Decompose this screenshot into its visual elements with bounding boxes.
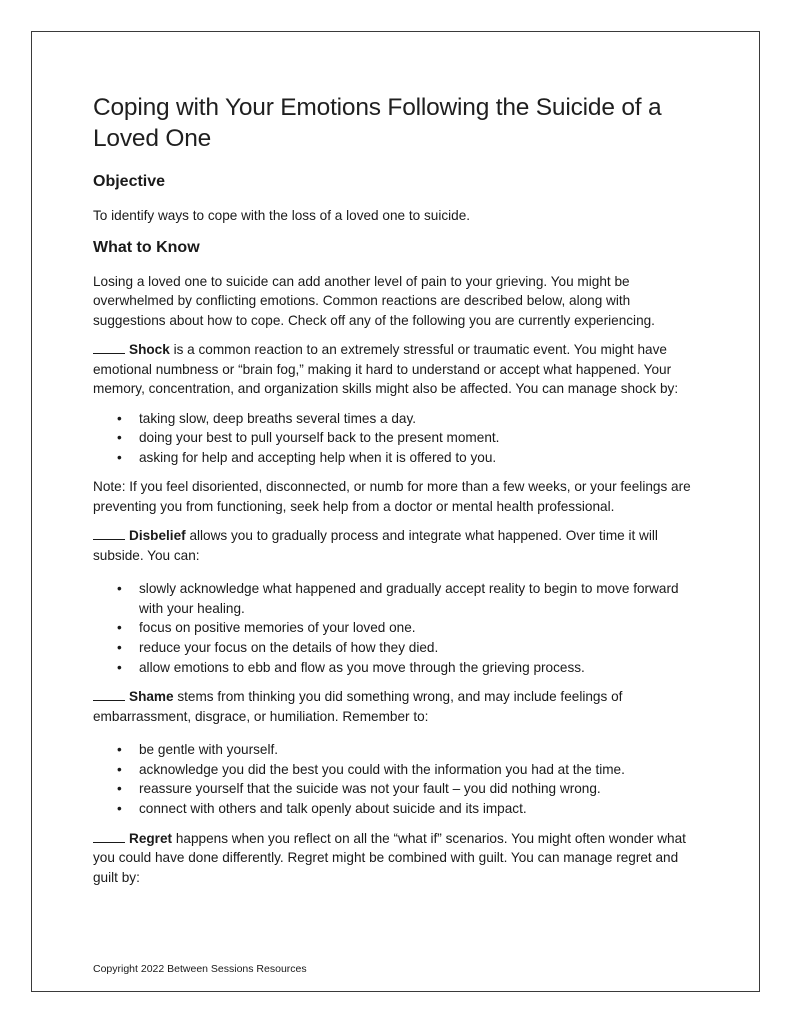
shame-paragraph (93, 687, 698, 726)
objective-heading: Objective (93, 173, 166, 190)
regret-term: Regret (129, 830, 173, 846)
bullet-icon: • (117, 742, 122, 758)
shame-term: Shame (129, 689, 174, 705)
disbelief-text: allows you to gradually process and integrate what happened. Over time it will subside. You can: (93, 528, 658, 563)
shock-term: Shock (129, 342, 170, 357)
shock-checkbox-blank[interactable] (93, 341, 125, 354)
bullet-icon: • (117, 659, 122, 675)
bullet-icon: • (117, 640, 122, 656)
bullet-icon: • (117, 449, 122, 465)
shame-checkbox-blank[interactable] (93, 688, 125, 701)
copyright-footer: Copyright 2022 Between Sessions Resources (93, 963, 307, 975)
disbelief-list (93, 579, 698, 677)
document-body (93, 92, 698, 897)
list-item: • asking for help and accepting help when it is offered to you. (93, 448, 698, 468)
bullet-icon: • (117, 410, 122, 426)
disbelief-term: Disbelief (129, 528, 186, 544)
shame-text: stems from thinking you did something wrong, and may include feelings of embarrassment, disgrace, or humiliation. Remember to: (93, 689, 623, 724)
bullet-icon: • (117, 430, 122, 446)
disbelief-checkbox-blank[interactable] (93, 527, 125, 540)
list-item: • slowly acknowledge what happened and gradually accept reality to begin to move forward with your healing. (117, 581, 679, 616)
shock-text: is a common reaction to an extremely stressful or traumatic event. You might have emotional numbness or “brain fog,” making it hard to understand or accept what happened. Your memory, concentration, and organization skills might also be affected. You can manage shock by: (93, 342, 679, 396)
regret-checkbox-blank[interactable] (93, 830, 125, 843)
shock-note: Note: If you feel disoriented, disconnected, or numb for more than a few weeks, or your feelings are preventing you from functioning, seek help from a doctor or mental health professional. (93, 479, 691, 514)
list-item: • focus on positive memories of your loved one. (93, 618, 698, 638)
regret-text: happens when you reflect on all the “what if” scenarios. You might often wonder what you could have done differently. Regret might be combined with guilt. You can manage regret and guilt by: (93, 830, 686, 885)
list-item: • allow emotions to ebb and flow as you move through the grieving process. (93, 658, 698, 678)
bullet-icon: • (117, 801, 122, 817)
shame-list (93, 740, 698, 818)
regret-paragraph (93, 829, 698, 888)
bullet-icon: • (117, 581, 122, 597)
list-item: • connect with others and talk openly about suicide and its impact. (93, 799, 698, 819)
shock-list (93, 409, 698, 468)
document-title: Coping with Your Emotions Following the Suicide of a Loved One (93, 94, 662, 152)
what-to-know-intro: Losing a loved one to suicide can add another level of pain to your grieving. You might be overwhelmed by conflicting emotions. Common reactions are described below, along with suggestions about how to cope. Check off any of the following you are currently experiencing. (93, 273, 655, 328)
bullet-icon: • (117, 781, 122, 797)
shock-paragraph (93, 340, 698, 399)
list-item: • taking slow, deep breaths several times a day. (93, 409, 698, 429)
bullet-icon: • (117, 620, 122, 636)
what-to-know-heading: What to Know (93, 238, 200, 256)
list-item: • reduce your focus on the details of how they died. (93, 638, 698, 658)
objective-text: To identify ways to cope with the loss of a loved one to suicide. (93, 208, 471, 223)
list-item: • acknowledge you did the best you could with the information you had at the time. (93, 760, 698, 780)
list-item: • be gentle with yourself. (93, 740, 698, 760)
bullet-icon: • (117, 761, 122, 777)
list-item: • doing your best to pull yourself back to the present moment. (93, 428, 698, 448)
disbelief-paragraph (93, 526, 698, 565)
list-item: • reassure yourself that the suicide was not your fault – you did nothing wrong. (93, 779, 698, 799)
